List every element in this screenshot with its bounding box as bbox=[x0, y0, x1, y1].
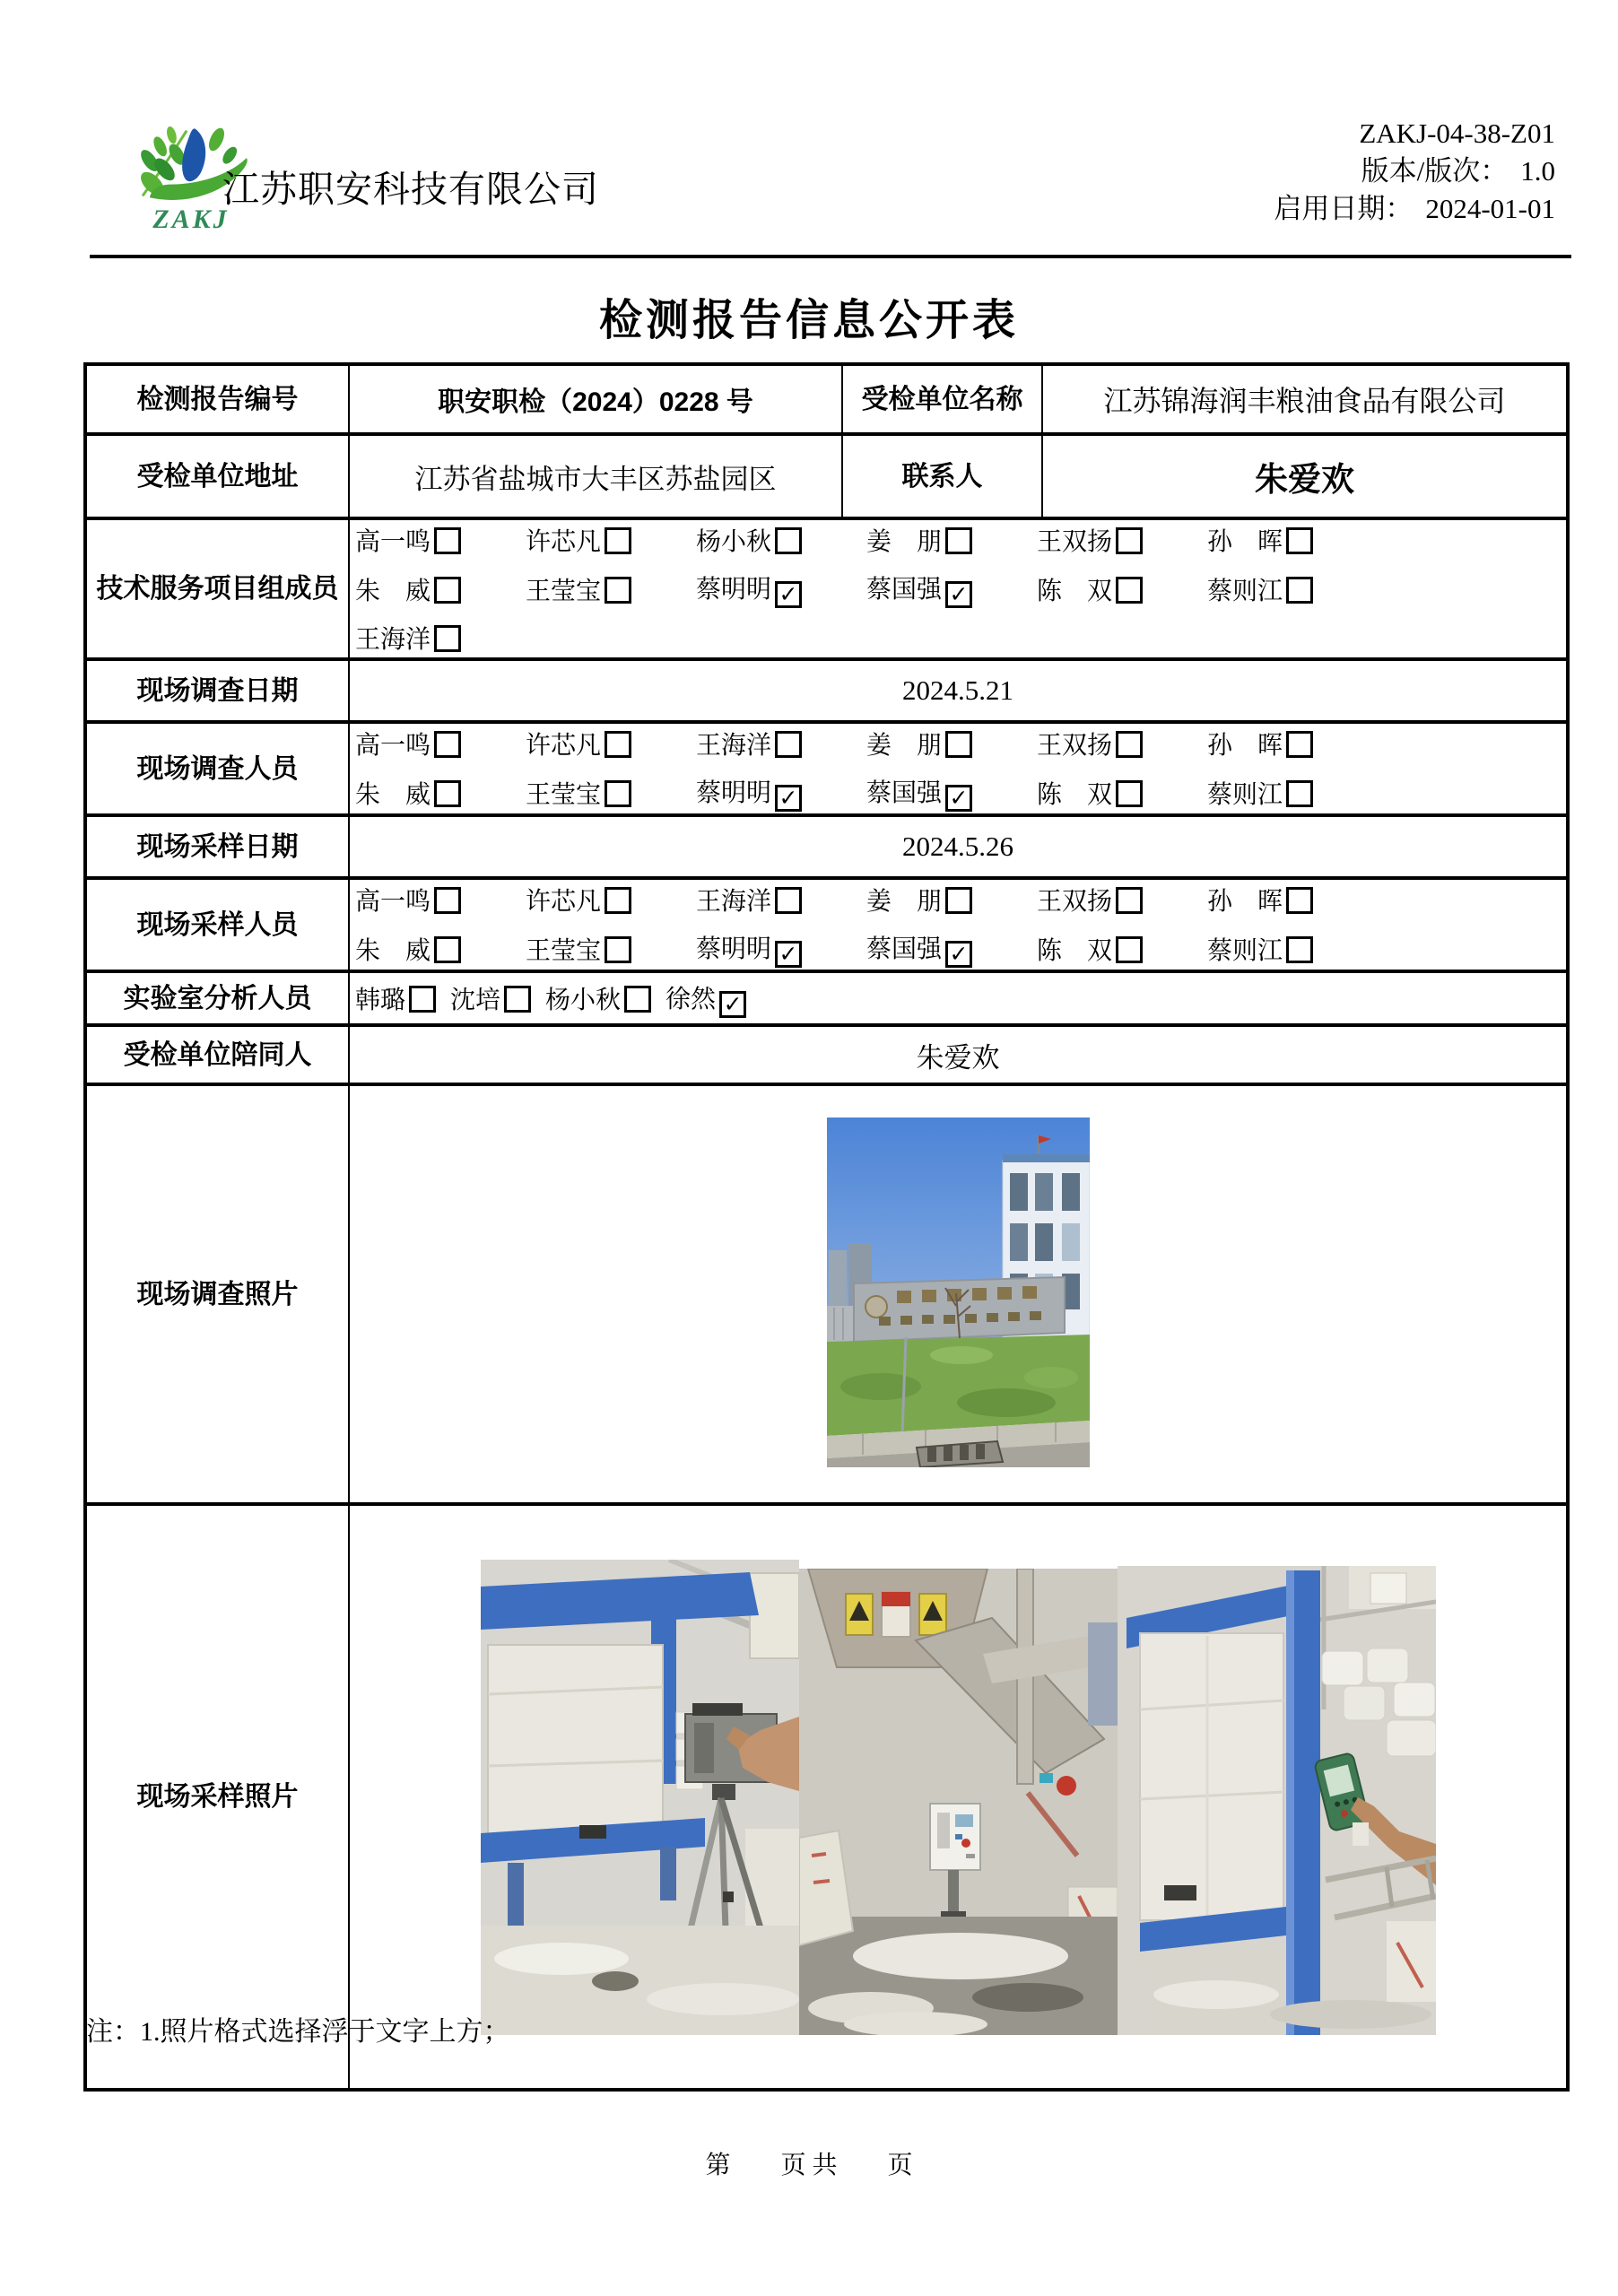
staff-member bbox=[526, 775, 696, 811]
staff-member bbox=[866, 882, 1037, 918]
staff-member bbox=[1037, 931, 1207, 967]
sampling-staff-list bbox=[355, 882, 1449, 968]
checkbox-unchecked[interactable] bbox=[605, 577, 631, 604]
staff-member-name: 蔡明明 bbox=[696, 576, 772, 604]
sampling-date-label: 现场采样日期 bbox=[85, 815, 349, 878]
staff-member-name: 朱 威 bbox=[355, 780, 431, 809]
team-members-cell bbox=[349, 518, 1568, 659]
sampling-staff-cell bbox=[349, 878, 1568, 971]
survey-staff-cell bbox=[349, 722, 1568, 815]
survey-staff-label: 现场调查人员 bbox=[85, 722, 349, 815]
contact-value: 朱爱欢 bbox=[1042, 434, 1568, 518]
staff-member bbox=[1037, 522, 1207, 558]
staff-member-name: 王双扬 bbox=[1037, 888, 1113, 916]
checkbox-unchecked[interactable] bbox=[775, 527, 802, 554]
checkbox-unchecked[interactable] bbox=[1286, 527, 1313, 554]
staff-member bbox=[355, 882, 526, 918]
checkbox-checked[interactable]: ✓ bbox=[775, 785, 802, 812]
checkbox-checked[interactable]: ✓ bbox=[945, 581, 972, 608]
survey-staff-list bbox=[355, 726, 1449, 812]
staff-member bbox=[355, 571, 526, 607]
unit-name-label: 受检单位名称 bbox=[842, 364, 1042, 434]
staff-member-name: 杨小秋 bbox=[696, 528, 772, 556]
report-info-table bbox=[83, 362, 1570, 2092]
checkbox-unchecked[interactable] bbox=[605, 887, 631, 914]
staff-member bbox=[526, 522, 696, 558]
document-meta bbox=[1274, 115, 1555, 228]
checkbox-unchecked[interactable] bbox=[434, 887, 461, 914]
staff-member bbox=[696, 882, 866, 918]
checkbox-unchecked[interactable] bbox=[775, 731, 802, 758]
checkbox-unchecked[interactable] bbox=[504, 986, 531, 1013]
staff-member-name: 王莹宝 bbox=[526, 936, 602, 965]
logo-text: ZAKJ bbox=[152, 204, 230, 234]
staff-member-name: 王海洋 bbox=[696, 732, 772, 760]
checkbox-unchecked[interactable] bbox=[775, 887, 802, 914]
staff-member-name: 陈 双 bbox=[1037, 577, 1113, 605]
staff-member-name: 高一鸣 bbox=[355, 888, 431, 916]
staff-member bbox=[866, 726, 1037, 761]
staff-member bbox=[866, 929, 1037, 968]
staff-member bbox=[355, 726, 526, 761]
checkbox-unchecked[interactable] bbox=[434, 527, 461, 554]
checkbox-unchecked[interactable] bbox=[409, 986, 436, 1013]
staff-member bbox=[526, 882, 696, 918]
checkbox-unchecked[interactable] bbox=[605, 527, 631, 554]
checkbox-checked[interactable]: ✓ bbox=[945, 785, 972, 812]
staff-member bbox=[866, 522, 1037, 558]
lab-staff-label: 实验室分析人员 bbox=[85, 971, 349, 1025]
staff-member bbox=[1207, 522, 1378, 558]
checkbox-unchecked[interactable] bbox=[434, 731, 461, 758]
staff-member bbox=[696, 929, 866, 968]
sampling-photo-1 bbox=[481, 1560, 799, 2035]
staff-member bbox=[450, 980, 531, 1016]
staff-member bbox=[696, 773, 866, 812]
staff-member-name: 王莹宝 bbox=[526, 780, 602, 809]
staff-member bbox=[1207, 726, 1378, 761]
checkbox-unchecked[interactable] bbox=[1286, 731, 1313, 758]
staff-member-name: 蔡国强 bbox=[866, 576, 943, 604]
staff-member bbox=[1207, 571, 1378, 607]
staff-member bbox=[1207, 775, 1378, 811]
survey-date-label: 现场调查日期 bbox=[85, 659, 349, 722]
staff-member-name: 蔡则江 bbox=[1207, 780, 1283, 809]
checkbox-unchecked[interactable] bbox=[434, 780, 461, 807]
staff-member-name: 徐然 bbox=[665, 985, 717, 1013]
checkbox-unchecked[interactable] bbox=[1286, 577, 1313, 604]
unit-address-label: 受检单位地址 bbox=[85, 434, 349, 518]
checkbox-unchecked[interactable] bbox=[605, 731, 631, 758]
page-title: 检测报告信息公开表 bbox=[598, 297, 1019, 344]
checkbox-checked[interactable]: ✓ bbox=[945, 941, 972, 968]
staff-member bbox=[866, 773, 1037, 812]
staff-member-name: 蔡国强 bbox=[866, 935, 943, 963]
page-number-footer: 第 页 共 页 bbox=[705, 2152, 913, 2179]
checkbox-unchecked[interactable] bbox=[1116, 731, 1143, 758]
survey-site-photo bbox=[827, 1118, 1090, 1467]
staff-member-name: 韩璐 bbox=[355, 987, 406, 1014]
checkbox-unchecked[interactable] bbox=[945, 527, 972, 554]
staff-member bbox=[696, 570, 866, 608]
staff-member-name: 高一鸣 bbox=[355, 732, 431, 760]
staff-member-name: 朱 威 bbox=[355, 577, 431, 605]
checkbox-unchecked[interactable] bbox=[1116, 577, 1143, 604]
staff-member-name: 高一鸣 bbox=[355, 528, 431, 556]
unit-address-value: 江苏省盐城市大丰区苏盐园区 bbox=[349, 434, 842, 518]
staff-member bbox=[1207, 931, 1378, 967]
staff-member bbox=[1207, 882, 1378, 918]
document-code: ZAKJ-04-38-Z01 bbox=[1359, 117, 1555, 149]
checkbox-unchecked[interactable] bbox=[434, 936, 461, 963]
staff-member-name: 王莹宝 bbox=[526, 577, 602, 605]
staff-member bbox=[866, 570, 1037, 608]
checkbox-checked[interactable]: ✓ bbox=[775, 941, 802, 968]
version-line: 版本/版次： 1.0 bbox=[1361, 155, 1555, 187]
staff-member bbox=[1037, 775, 1207, 811]
companion-label: 受检单位陪同人 bbox=[85, 1025, 349, 1084]
enable-date-line: 启用日期： 2024-01-01 bbox=[1274, 193, 1555, 225]
checkbox-unchecked[interactable] bbox=[434, 577, 461, 604]
staff-member bbox=[545, 980, 651, 1016]
checkbox-unchecked[interactable] bbox=[1286, 780, 1313, 807]
team-members-list bbox=[355, 522, 1449, 656]
checkbox-unchecked[interactable] bbox=[1116, 887, 1143, 914]
staff-member bbox=[1037, 882, 1207, 918]
staff-member bbox=[526, 931, 696, 967]
report-no-value: 职安职检（2024）0228 号 bbox=[349, 364, 842, 434]
sampling-photo-2 bbox=[799, 1569, 1118, 2035]
staff-member-name: 蔡明明 bbox=[696, 779, 772, 807]
photo-format-note: 注：1.照片格式选择浮于文字上方； bbox=[86, 2017, 510, 2047]
staff-member-name: 孙 晖 bbox=[1207, 732, 1283, 760]
staff-member bbox=[355, 522, 526, 558]
staff-member bbox=[665, 979, 746, 1018]
checkbox-unchecked[interactable] bbox=[605, 780, 631, 807]
checkbox-unchecked[interactable] bbox=[1116, 527, 1143, 554]
staff-member-name: 孙 晖 bbox=[1207, 888, 1283, 916]
staff-member-name: 许芯凡 bbox=[526, 528, 602, 556]
lab-staff-cell bbox=[349, 971, 1568, 1025]
staff-member-name: 蔡则江 bbox=[1207, 577, 1283, 605]
staff-member-name: 蔡国强 bbox=[866, 779, 943, 807]
staff-member-name: 陈 双 bbox=[1037, 780, 1113, 809]
staff-member-name: 姜 朋 bbox=[866, 528, 943, 556]
staff-member bbox=[696, 726, 866, 761]
checkbox-unchecked[interactable] bbox=[1286, 887, 1313, 914]
staff-member-name: 姜 朋 bbox=[866, 732, 943, 760]
staff-member bbox=[355, 775, 526, 811]
staff-member-name: 孙 晖 bbox=[1207, 528, 1283, 556]
companion-value: 朱爱欢 bbox=[349, 1025, 1568, 1084]
sampling-staff-label: 现场采样人员 bbox=[85, 878, 349, 971]
checkbox-unchecked[interactable] bbox=[624, 986, 651, 1013]
staff-member-name: 许芯凡 bbox=[526, 888, 602, 916]
survey-photo-label: 现场调查照片 bbox=[85, 1084, 349, 1504]
lab-staff-list bbox=[355, 979, 1449, 1018]
checkbox-unchecked[interactable] bbox=[1116, 780, 1143, 807]
checkbox-unchecked[interactable] bbox=[945, 731, 972, 758]
staff-member-name: 王双扬 bbox=[1037, 732, 1113, 760]
sampling-photo-strip bbox=[355, 1560, 1561, 2035]
survey-photo-cell bbox=[349, 1084, 1568, 1504]
checkbox-unchecked[interactable] bbox=[945, 887, 972, 914]
staff-member-name: 王海洋 bbox=[355, 626, 431, 654]
report-no-label: 检测报告编号 bbox=[85, 364, 349, 434]
sampling-photo-3 bbox=[1118, 1566, 1436, 2035]
company-name: 江苏职安科技有限公司 bbox=[222, 169, 599, 210]
staff-member-name: 许芯凡 bbox=[526, 732, 602, 760]
sampling-date-value: 2024.5.26 bbox=[349, 815, 1568, 878]
staff-member-name: 蔡明明 bbox=[696, 935, 772, 963]
checkbox-unchecked[interactable] bbox=[605, 936, 631, 963]
checkbox-checked[interactable]: ✓ bbox=[719, 991, 746, 1018]
staff-member-name: 朱 威 bbox=[355, 936, 431, 965]
staff-member-name: 杨小秋 bbox=[545, 987, 622, 1014]
staff-member bbox=[526, 571, 696, 607]
checkbox-unchecked[interactable] bbox=[1286, 936, 1313, 963]
checkbox-checked[interactable]: ✓ bbox=[775, 581, 802, 608]
staff-member bbox=[355, 931, 526, 967]
staff-member bbox=[355, 980, 436, 1016]
staff-member bbox=[1037, 571, 1207, 607]
staff-member-name: 王海洋 bbox=[696, 888, 772, 916]
staff-member bbox=[526, 726, 696, 761]
checkbox-unchecked[interactable] bbox=[434, 625, 461, 652]
staff-member-name: 沈培 bbox=[450, 987, 501, 1014]
checkbox-unchecked[interactable] bbox=[1116, 936, 1143, 963]
staff-member bbox=[1037, 726, 1207, 761]
sampling-photo-cell bbox=[349, 1504, 1568, 2090]
staff-member-name: 王双扬 bbox=[1037, 528, 1113, 556]
contact-label: 联系人 bbox=[842, 434, 1042, 518]
sampling-photo-label: 现场采样照片 bbox=[85, 1504, 349, 2090]
header-divider bbox=[90, 255, 1571, 258]
team-label: 技术服务项目组成员 bbox=[85, 518, 349, 659]
staff-member-name: 蔡则江 bbox=[1207, 936, 1283, 965]
unit-name-value: 江苏锦海润丰粮油食品有限公司 bbox=[1042, 364, 1568, 434]
survey-date-value: 2024.5.21 bbox=[349, 659, 1568, 722]
staff-member-name: 陈 双 bbox=[1037, 936, 1113, 965]
staff-member bbox=[696, 522, 866, 558]
staff-member bbox=[355, 620, 526, 656]
staff-member-name: 姜 朋 bbox=[866, 888, 943, 916]
